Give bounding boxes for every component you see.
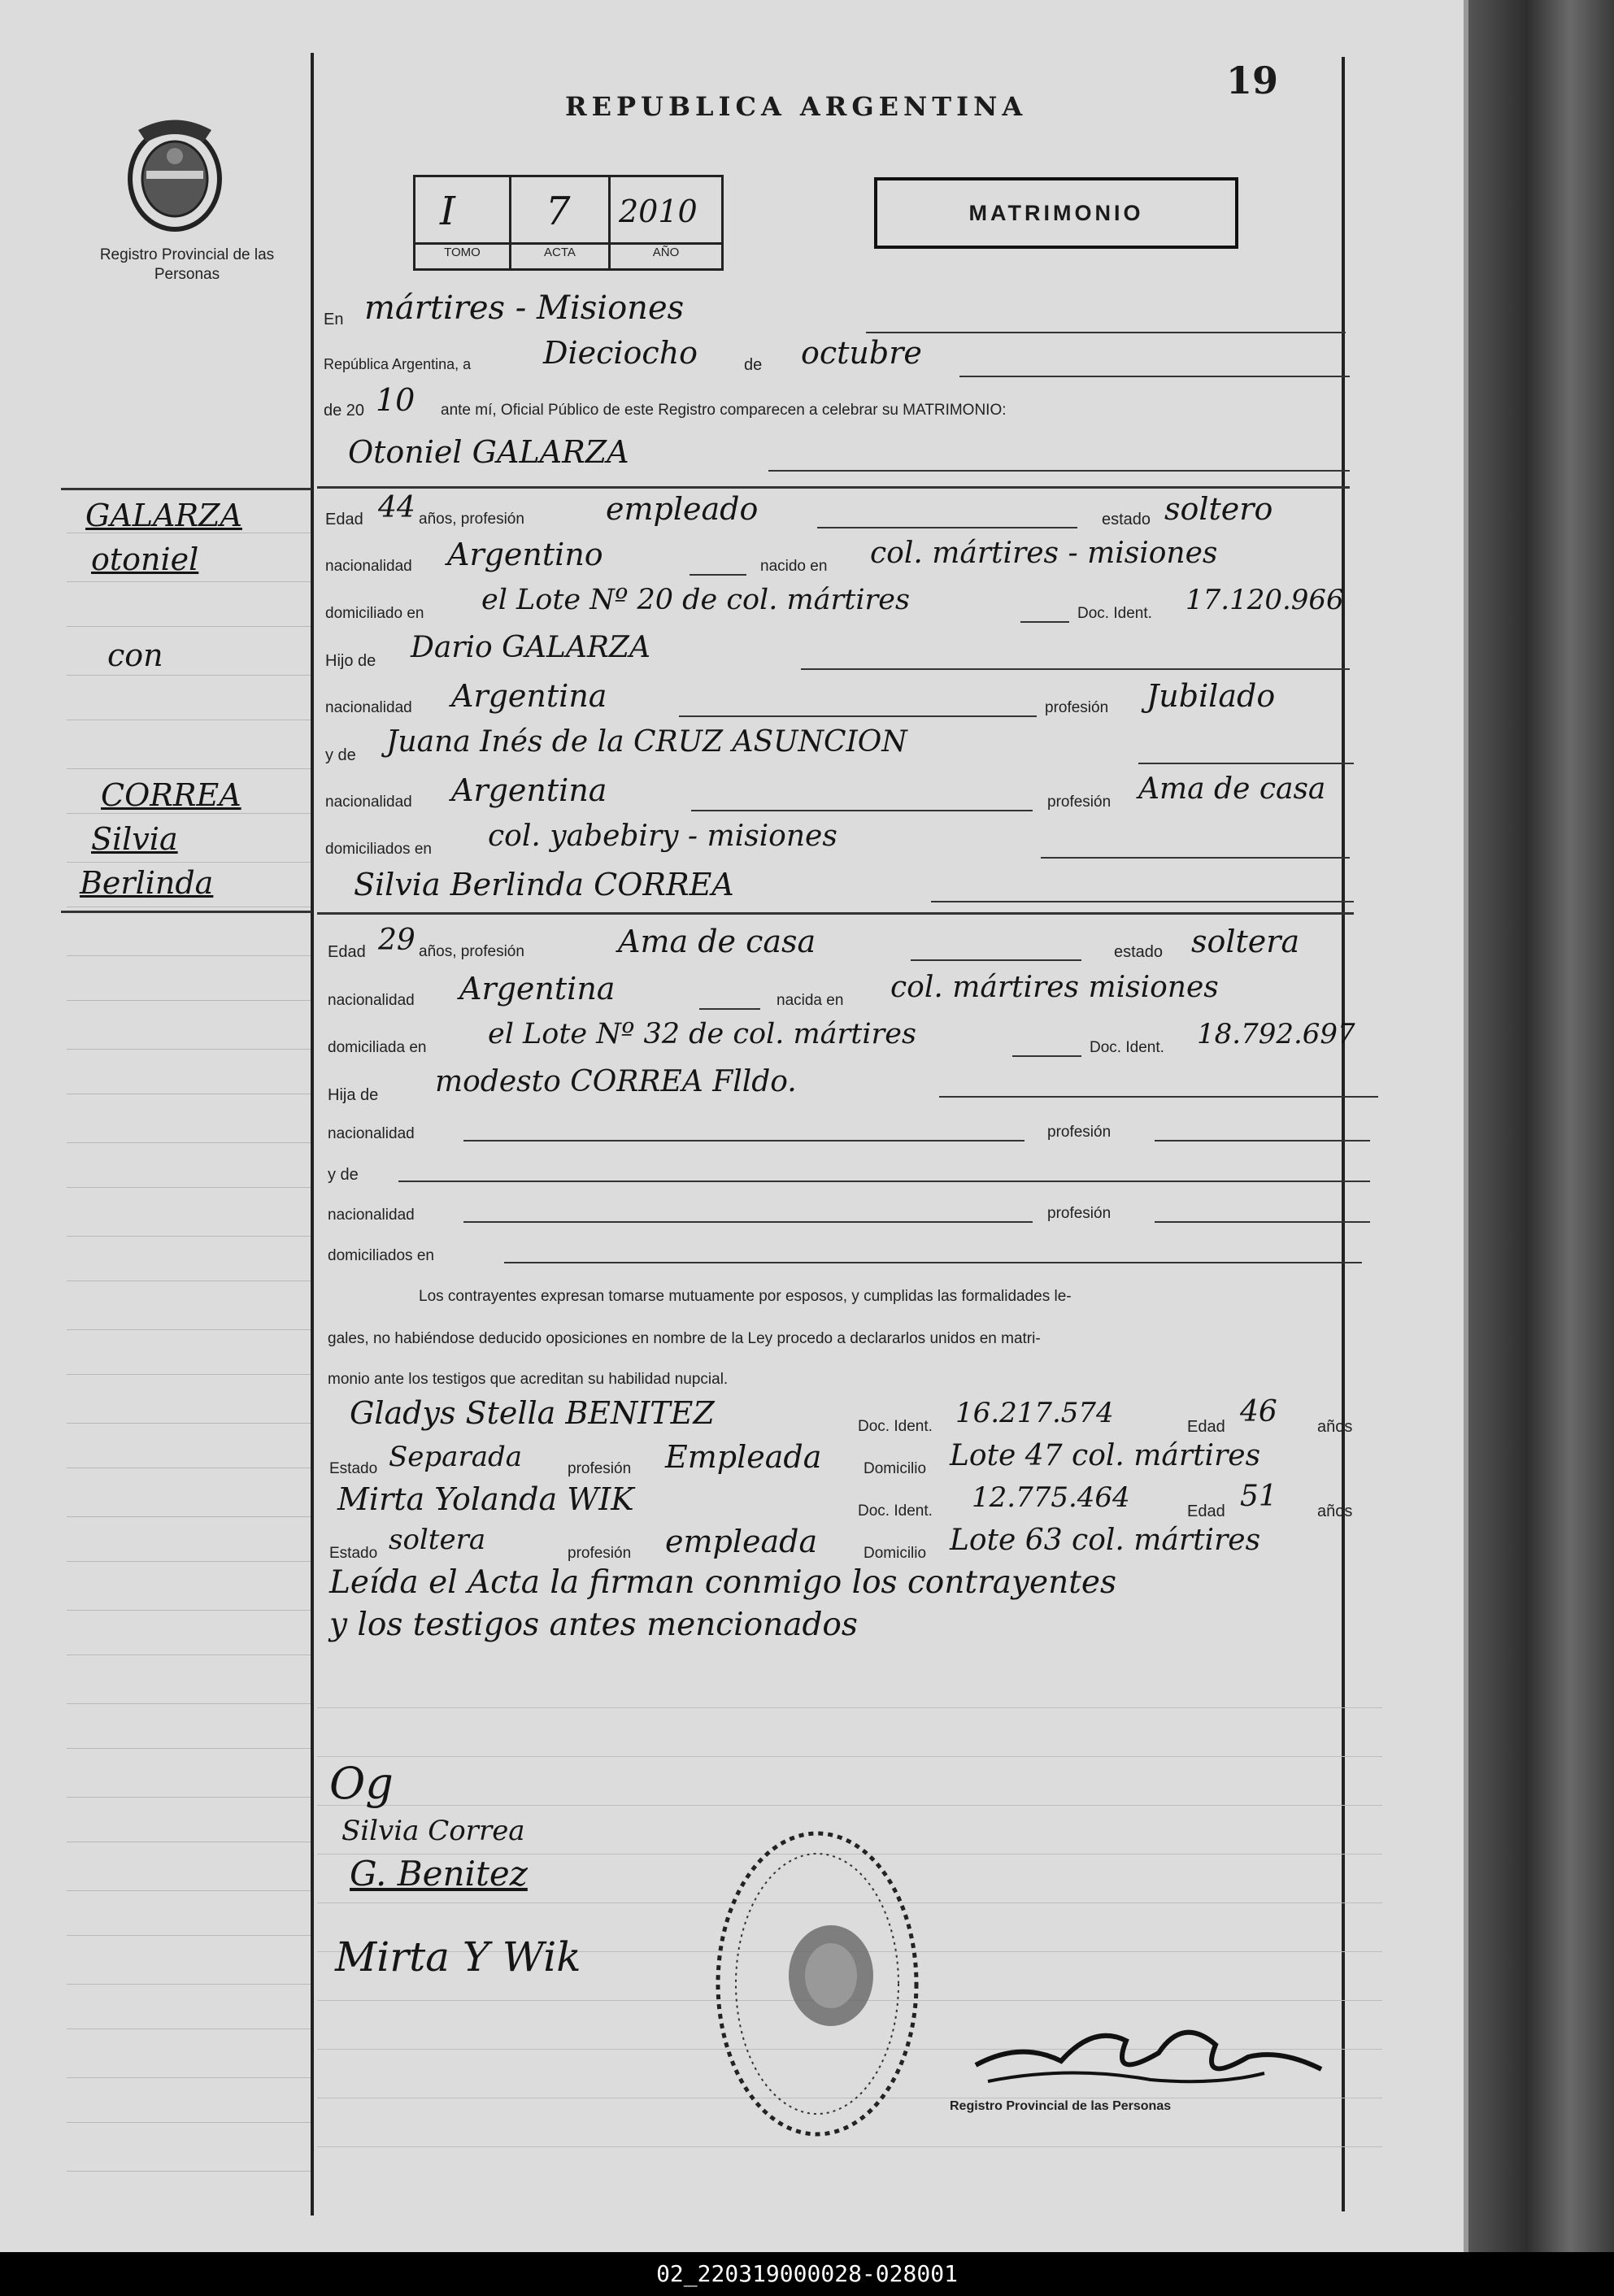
witness1-profesion: Empleada [665, 1439, 822, 1475]
signature-1: Og [329, 1758, 394, 1809]
bride-anos-label: años, profesión [419, 943, 524, 960]
witness1-domicilio: Lote 47 col. mártires [950, 1439, 1261, 1472]
bride-padre-nac-label: nacionalidad [328, 1125, 415, 1142]
witness2-domicilio: Lote 63 col. mártires [950, 1524, 1261, 1557]
groom-edad: 44 [378, 491, 415, 524]
groom-yde-label: y de [325, 746, 356, 764]
witness1-dom-label: Domicilio [864, 1460, 927, 1477]
margin-bride-name1: Silvia [91, 821, 178, 857]
margin-groom-name: otoniel [91, 541, 199, 577]
closing-line1: Leída el Acta la firman conmigo los contrayentes [329, 1564, 1116, 1601]
margin-groom-surname: GALARZA [85, 498, 242, 533]
witness1-edad-label: Edad [1187, 1418, 1225, 1436]
bride-dom-label: domiciliada en [328, 1039, 427, 1056]
witness2-anos-label: años [1317, 1502, 1353, 1520]
bride-nac-label: nacionalidad [328, 992, 415, 1009]
tomo-value: I [440, 189, 455, 234]
groom-madre-nac-label: nacionalidad [325, 794, 412, 811]
bride-doc: 18.792.697 [1197, 1018, 1355, 1050]
groom-padre: Dario GALARZA [411, 631, 650, 664]
coat-of-arms-icon [122, 114, 228, 236]
groom-nacido: col. mártires - misiones [870, 537, 1218, 570]
groom-domicilio: el Lote Nº 20 de col. mártires [481, 584, 910, 616]
declaration-line1: Los contrayentes expresan tomarse mutuamente por esposos, y cumplidas las formalidades le- [419, 1288, 1072, 1305]
ano-label: AÑO [652, 246, 680, 259]
witness2-edad: 51 [1240, 1480, 1277, 1513]
de-label: de [744, 356, 763, 374]
witness2-prof-label: profesión [568, 1545, 632, 1562]
bride-estado-label: estado [1114, 943, 1164, 961]
witness2-name: Mirta Yolanda WIK [337, 1481, 634, 1517]
witness1-edad: 46 [1240, 1395, 1277, 1428]
bride-yde-label: y de [328, 1166, 359, 1184]
witness1-prof-label: profesión [568, 1460, 632, 1477]
bride-nac: Argentina [459, 971, 616, 1007]
groom-full-name: Otoniel GALARZA [348, 434, 629, 470]
bride-padre: modesto CORREA Flldo. [435, 1065, 797, 1098]
groom-madre: Juana Inés de la CRUZ ASUNCION [386, 725, 907, 759]
bride-padre-prof-label: profesión [1047, 1124, 1112, 1141]
bride-madre-prof-label: profesión [1047, 1205, 1112, 1222]
groom-doc: 17.120.966 [1185, 584, 1344, 616]
witness1-doc-label: Doc. Ident. [858, 1418, 933, 1435]
witness2-estado-label: Estado [329, 1545, 378, 1562]
witness1-anos-label: años [1317, 1418, 1353, 1436]
groom-edad-label: Edad [325, 511, 363, 528]
month-value: octubre [801, 335, 922, 371]
acta-label: ACTA [544, 246, 576, 259]
bride-madre-nac-label: nacionalidad [328, 1207, 415, 1224]
margin-con: con [107, 637, 163, 673]
tomo-acta-box [413, 175, 724, 271]
groom-domiciliados: col. yabebiry - misiones [488, 820, 837, 853]
groom-madre-nac: Argentina [451, 772, 607, 808]
page-number: 19 [1226, 59, 1279, 102]
groom-padre-prof-label: profesión [1045, 699, 1109, 716]
groom-profesion: empleado [606, 491, 759, 527]
groom-domiciliados-label: domiciliados en [325, 841, 432, 858]
bride-edad-label: Edad [328, 943, 366, 961]
groom-nacido-label: nacido en [760, 558, 828, 575]
place-value: mártires - Misiones [364, 289, 685, 327]
groom-estado-label: estado [1102, 511, 1151, 528]
record-type-box: MATRIMONIO [874, 177, 1238, 249]
en-label: En [324, 311, 344, 328]
signature-2: Silvia Correa [342, 1815, 525, 1847]
witness2-profesion: empleada [665, 1524, 818, 1559]
witness2-estado: soltera [389, 1524, 486, 1556]
official-signature-icon [972, 2008, 1329, 2106]
ano-value: 2010 [619, 194, 698, 229]
registry-label: Registro Provincial de las Personas [99, 246, 275, 283]
republica-label: República Argentina, a [324, 356, 472, 372]
day-value: Dieciocho [543, 335, 698, 371]
groom-madre-prof: Ama de casa [1138, 772, 1326, 806]
groom-doc-label: Doc. Ident. [1077, 605, 1152, 622]
year-prefix: de 20 [324, 402, 365, 420]
official-caption: Registro Provincial de las Personas [950, 2099, 1172, 2113]
witness2-edad-label: Edad [1187, 1502, 1225, 1520]
declaration-line3: monio ante los testigos que acreditan su habilidad nupcial. [328, 1371, 729, 1388]
groom-estado: soltero [1164, 491, 1273, 527]
background-edge [1468, 0, 1614, 2252]
groom-padre-prof: Jubilado [1146, 678, 1276, 714]
groom-madre-prof-label: profesión [1047, 794, 1112, 811]
right-border [1342, 57, 1345, 2211]
bride-nacida: col. mártires misiones [890, 971, 1219, 1004]
witness1-name: Gladys Stella BENITEZ [350, 1395, 715, 1431]
witness2-dom-label: Domicilio [864, 1545, 927, 1562]
groom-padre-nac: Argentina [451, 678, 607, 714]
margin-bride-name2: Berlinda [80, 865, 214, 901]
witness1-estado: Separada [389, 1441, 523, 1473]
bride-nacida-label: nacida en [777, 992, 844, 1009]
bride-hija-label: Hija de [328, 1086, 379, 1104]
groom-anos-label: años, profesión [419, 511, 524, 528]
declaration-line2: gales, no habiéndose deducido oposiciones en nombre de la Ley procedo a declararlos unidos en matri- [328, 1330, 1041, 1347]
year-value: 10 [376, 382, 415, 418]
witness2-doc: 12.775.464 [972, 1481, 1130, 1514]
closing-line2: y los testigos antes mencionados [329, 1607, 858, 1643]
signature-3: G. Benitez [350, 1854, 528, 1894]
acta-value: 7 [546, 189, 571, 234]
bride-domiciliados-label: domiciliados en [328, 1247, 434, 1264]
witness1-doc: 16.217.574 [955, 1397, 1114, 1429]
left-column-border [311, 53, 314, 2216]
groom-hijo-label: Hijo de [325, 652, 376, 670]
groom-nac-label: nacionalidad [325, 558, 412, 575]
bride-doc-label: Doc. Ident. [1090, 1039, 1164, 1056]
bride-domicilio: el Lote Nº 32 de col. mártires [488, 1018, 916, 1050]
signature-4: Mirta Y Wik [335, 1933, 581, 1981]
groom-nac: Argentino [447, 537, 603, 572]
bride-estado: soltera [1191, 924, 1300, 959]
groom-dom-label: domiciliado en [325, 605, 424, 622]
margin-bride-surname: CORREA [101, 777, 241, 813]
witness1-estado-label: Estado [329, 1460, 378, 1477]
witness2-doc-label: Doc. Ident. [858, 1502, 933, 1520]
groom-padre-nac-label: nacionalidad [325, 699, 412, 716]
bride-full-name: Silvia Berlinda CORREA [354, 867, 734, 902]
bride-profesion: Ama de casa [618, 924, 816, 959]
footer-id: 02_220319000028-028001 [0, 2252, 1614, 2296]
intro-text: ante mí, Oficial Público de este Registro comparecen a celebrar su MATRIMONIO: [441, 402, 1007, 419]
bride-edad: 29 [378, 924, 415, 957]
tomo-label: TOMO [444, 246, 481, 259]
official-stamp-icon [707, 1821, 927, 2146]
country-title: REPUBLICA ARGENTINA [565, 91, 1028, 122]
